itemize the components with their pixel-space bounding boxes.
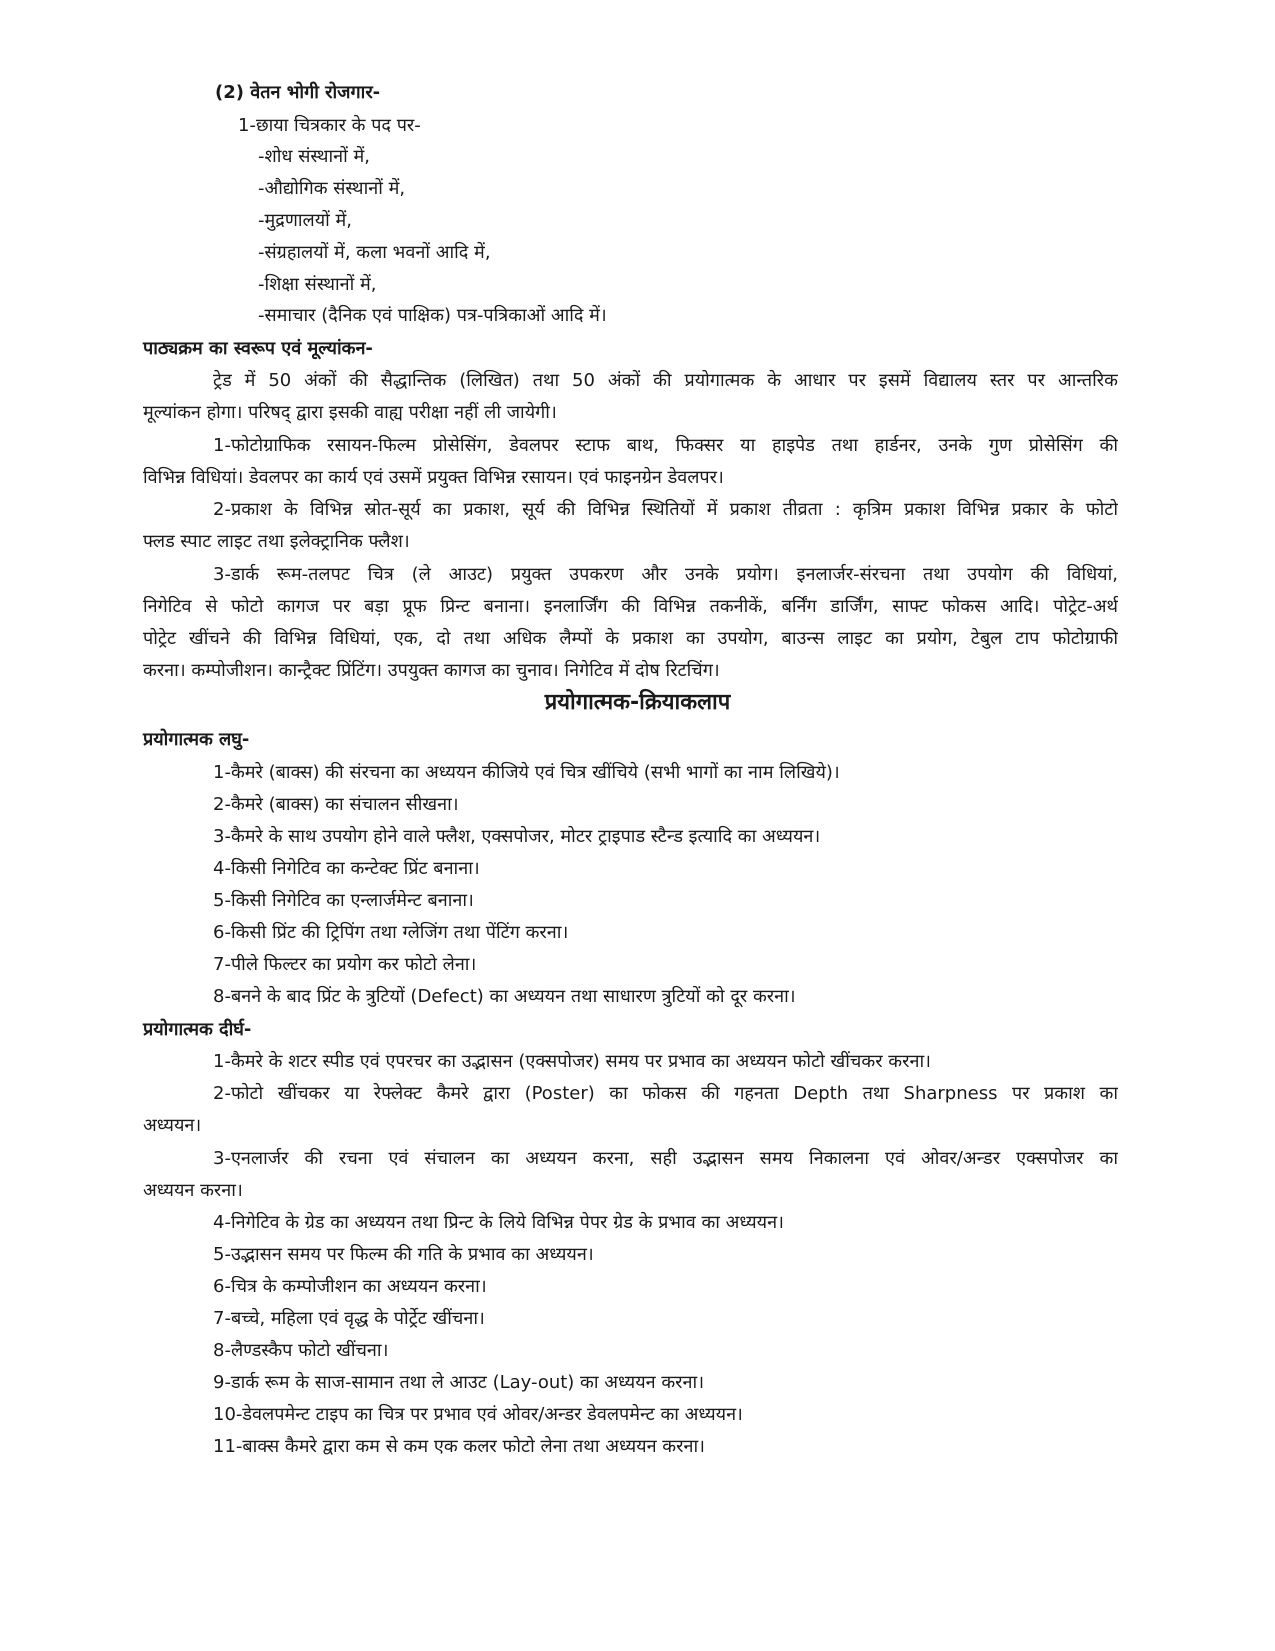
minor-item: 1-कैमरे (बाक्स) की संरचना का अध्ययन कीजिये एवं चित्र खींचिये (सभी भागों का नाम लिखिये)। [213,762,840,783]
minor-item: 5-किसी निगेटिव का एन्लार्जमेन्ट बनाना। [213,890,474,911]
place-item: -मुद्रणालयों में, [258,210,353,231]
practical-title: प्रयोगात्मक-क्रियाकलाप [544,690,731,715]
major-item: 4-निगेटिव के ग्रेड का अध्ययन तथा प्रिन्ट के लिये विभिन्न पेपर ग्रेड के प्रभाव का अध्ययन। [213,1212,784,1233]
place-item: -समाचार (दैनिक एवं पाक्षिक) पत्र-पत्रिकाओं आदि में। [258,305,607,326]
major-item: 8-लैण्डस्कैप फोटो खींचना। [213,1340,389,1361]
major-heading: प्रयोगात्मक दीर्घ- [143,1019,252,1040]
major-item: 3-एनलार्जर की रचना एवं संचालन का अध्ययन करना, सही उद्भासन समय निकालना एवं ओवर/अन्डर एक्सपोजर का [213,1148,1118,1169]
major-item: 7-बच्चे, महिला एवं वृद्ध के पोर्ट्रेट खींचना। [213,1308,485,1329]
salaried-heading: (2) वेतन भोगी रोजगार- [215,82,381,103]
place-item: -औद्योगिक संस्थानों में, [258,178,406,199]
syllabus-paragraph-line: निगेटिव से फोटो कागज पर बड़ा प्रूफ प्रिन्ट बनाना। इनलार्जिंग की विभिन्न तकनीकें, बर्निंग डार्जिंग, साफ्ट फोकस आदि। पोट्रेट-अर्थ [143,596,1118,617]
salaried-post: 1-छाया चित्रकार के पद पर- [238,115,421,136]
minor-heading: प्रयोगात्मक लघु- [143,729,250,750]
minor-item: 8-बनने के बाद प्रिंट के त्रुटियों (Defect) का अध्ययन तथा साधारण त्रुटियों को दूर करना। [213,986,796,1007]
place-item: -शोध संस्थानों में, [258,146,371,167]
minor-item: 3-कैमरे के साथ उपयोग होने वाले फ्लैश, एक्सपोजर, मोटर ट्राइपाड स्टैन्ड इत्यादि का अध्ययन। [213,826,821,847]
minor-item: 2-कैमरे (बाक्स) का संचालन सीखना। [213,794,459,815]
syllabus-paragraph-line: ट्रेड में 50 अंकों की सैद्धान्तिक (लिखित) तथा 50 अंकों की प्रयोगात्मक के आधार पर इसमें विद्यालय स्तर पर आन्तरिक [213,370,1118,391]
minor-item: 7-पीले फिल्टर का प्रयोग कर फोटो लेना। [213,954,477,975]
major-item: 1-कैमरे के शटर स्पीड एवं एपरचर का उद्भासन (एक्सपोजर) समय पर प्रभाव का अध्ययन फोटो खींचकर करना। [213,1051,931,1072]
syllabus-paragraph-line: 2-प्रकाश के विभिन्न स्रोत-सूर्य का प्रकाश, सूर्य की विभिन्न स्थितियों में प्रकाश तीव्रता : कृत्रिम प्रकाश विभिन्न प्रकार के फोटो [213,499,1118,520]
syllabus-paragraph-line: मूल्यांकन होगा। परिषद् द्वारा इसकी वाह्य परीक्षा नहीं ली जायेगी। [143,402,557,423]
place-item: -शिक्षा संस्थानों में, [258,274,377,295]
syllabus-paragraph-line: 3-डार्क रूम-तलपट चित्र (ले आउट) प्रयुक्त उपकरण और उनके प्रयोग। इनलार्जर-संरचना तथा उपयोग की विधियां, [213,564,1118,585]
major-item: 10-डेवलपमेन्ट टाइप का चित्र पर प्रभाव एवं ओवर/अन्डर डेवलपमेन्ट का अध्ययन। [213,1404,743,1425]
minor-item: 4-किसी निगेटिव का कन्टेक्ट प्रिंट बनाना। [213,858,480,879]
syllabus-paragraph-line: करना। कम्पोजीशन। कान्ट्रैक्ट प्रिंटिंग। उपयुक्त कागज का चुनाव। निगेटिव में दोष रिटचिंग। [143,660,720,681]
major-item-continuation: अध्ययन करना। [143,1180,243,1201]
minor-item: 6-किसी प्रिंट की ट्रिपिंग तथा ग्लेजिंग तथा पेंटिंग करना। [213,922,569,943]
syllabus-heading: पाठ्यक्रम का स्वरूप एवं मूल्यांकन- [143,338,373,359]
place-item: -संग्रहालयों में, कला भवनों आदि में, [258,242,491,263]
major-item: 11-बाक्स कैमरे द्वारा कम से कम एक कलर फोटो लेना तथा अध्ययन करना। [213,1436,705,1457]
major-item-continuation: अध्ययन। [143,1115,202,1136]
syllabus-paragraph-line: फ्लड स्पाट लाइट तथा इलेक्ट्रानिक फ्लैश। [143,531,410,552]
syllabus-paragraph-line: विभिन्न विधियां। डेवलपर का कार्य एवं उसमें प्रयुक्त विभिन्न रसायन। एवं फाइनग्रेन डेवलपर। [143,467,724,488]
major-item: 2-फोटो खींचकर या रेफ्लेक्ट कैमरे द्वारा (Poster) का फोकस की गहनता Depth तथा Sharpness पर प्रकाश का [213,1083,1118,1104]
major-item: 5-उद्भासन समय पर फिल्म की गति के प्रभाव का अध्ययन। [213,1244,594,1265]
syllabus-paragraph-line: पोट्रेट खींचने की विभिन्न विधियां, एक, दो तथा अधिक लैम्पों के प्रकाश का उपयोग, बाउन्स लाइट का प्रयोग, टेबुल टाप फोटोग्राफी [143,628,1118,649]
major-item: 6-चित्र के कम्पोजीशन का अध्ययन करना। [213,1276,487,1297]
major-item: 9-डार्क रूम के साज-सामान तथा ले आउट (Lay-out) का अध्ययन करना। [213,1372,705,1393]
syllabus-paragraph-line: 1-फोटोग्राफिक रसायन-फिल्म प्रोसेसिंग, डेवलपर स्टाफ बाथ, फिक्सर या हाइपेड तथा हार्डनर, उनके गुण प्रोसेसिंग की [213,435,1118,456]
